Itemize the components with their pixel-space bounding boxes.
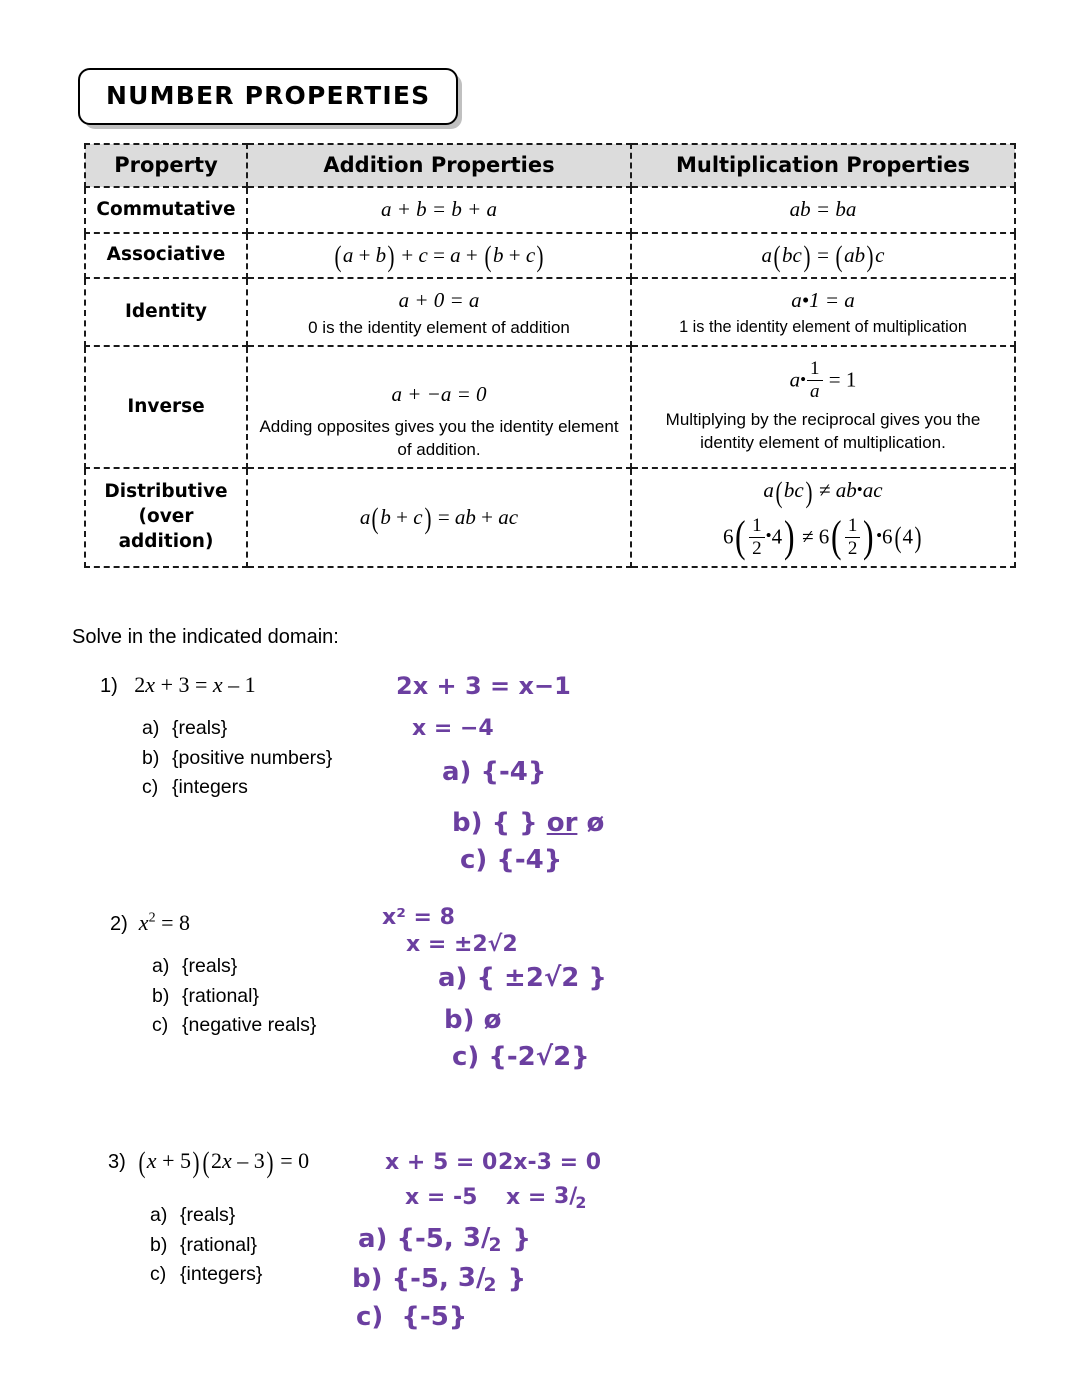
addition-formula: a + 0 = a xyxy=(398,288,480,312)
multiplication-formula: a(bc) ≠ ab•ac xyxy=(763,475,883,509)
multiplication-note: 1 is the identity element of multiplication xyxy=(679,317,967,336)
empty-set-symbol: ø xyxy=(483,1005,502,1035)
property-name: Associative xyxy=(85,233,247,279)
choice-text: {rational} xyxy=(182,984,259,1007)
choice-text: {reals} xyxy=(180,1203,236,1226)
column-header-addition: Addition Properties xyxy=(247,144,631,187)
table-header-row xyxy=(85,144,1015,187)
choice-row: a) {reals} xyxy=(142,717,228,739)
problem-1 xyxy=(100,672,332,803)
choice-row: c) {integers} xyxy=(150,1263,263,1286)
multiplication-formula: a•1 = a xyxy=(791,288,855,313)
handwritten-p1-line1: 2x + 3 = x−1 xyxy=(396,672,571,700)
choice-row: a) {reals} xyxy=(152,955,238,977)
property-name: Commutative xyxy=(85,187,247,233)
choice-text: {rational} xyxy=(180,1233,257,1256)
number-properties-table xyxy=(84,143,1016,568)
choice-text: {negative reals} xyxy=(182,1014,317,1037)
multiplication-formula: a(bc) = (ab)c xyxy=(631,233,1015,279)
column-header-multiplication: Multiplication Properties xyxy=(631,144,1015,187)
table-row xyxy=(85,233,1015,279)
handwritten-p3-factor1-line1: x + 5 = 0 xyxy=(385,1150,498,1175)
table-row xyxy=(85,346,1015,468)
handwritten-p2-answer-b: b) ø xyxy=(444,1005,502,1035)
multiplication-note: Multiplying by the reciprocal gives you the identity element of multiplication. xyxy=(665,410,981,452)
addition-formula: a(b + c) = ab + ac xyxy=(247,468,631,566)
problem-2-choices xyxy=(152,952,316,1041)
handwritten-p3-answer-b: b) {-5, 3/2 } xyxy=(352,1263,527,1296)
multiplication-formula: ab = ba xyxy=(631,187,1015,233)
problem-3-choices xyxy=(150,1201,309,1290)
handwritten-p3-answer-c: c) {-5} xyxy=(356,1302,468,1332)
choice-text: {integers} xyxy=(180,1263,263,1286)
addition-note: Adding opposites gives you the identity element of addition. xyxy=(259,417,619,459)
choice-text: {reals} xyxy=(172,717,228,739)
multiplication-example: 6( $\frac{1}{2}$ •4) ≠ 6( $\frac{1}{2}$ ) •6(4) xyxy=(722,512,922,562)
problem-2 xyxy=(110,910,316,1041)
choice-row: b) {rational} xyxy=(150,1233,257,1256)
empty-set-symbol: ø xyxy=(586,808,605,838)
multiplication-formula: a• $\frac{1}{a}$ = 1 xyxy=(789,358,857,403)
problem-3 xyxy=(108,1145,310,1290)
addition-formula: (a + b) + c = a + (b + c) xyxy=(247,233,631,279)
choice-row: a) {reals} xyxy=(150,1203,236,1226)
or-connector: or xyxy=(546,808,578,838)
choice-text: {reals} xyxy=(182,955,238,977)
table-row xyxy=(85,278,1015,346)
problem-1-equation: 1) 2x + 3 = x – 1 xyxy=(100,672,256,697)
choice-text: {positive numbers} xyxy=(172,746,333,769)
multiplication-cell xyxy=(631,278,1015,346)
property-name: Identity xyxy=(85,278,247,346)
addition-formula: a + −a = 0 xyxy=(391,381,487,406)
problem-3-equation: 3) (x + 5) (2x – 3) = 0 xyxy=(108,1145,310,1179)
problem-2-equation: 2) $x^2 = 8$ xyxy=(110,910,190,935)
addition-cell xyxy=(247,278,631,346)
table-row xyxy=(85,187,1015,233)
page-title-badge xyxy=(78,68,458,125)
instructions-text: Solve in the indicated domain: xyxy=(72,626,339,648)
choice-row: c) {integers xyxy=(142,776,248,799)
property-name: Inverse xyxy=(85,346,247,468)
multiplication-cell xyxy=(631,346,1015,468)
handwritten-p2-answer-c: c) {-2√2} xyxy=(452,1042,590,1072)
property-name: Distributive (over addition) xyxy=(85,468,247,566)
problem-1-number: 1) xyxy=(100,675,118,697)
handwritten-p3-factor2-line1: 2x-3 = 0 xyxy=(498,1150,601,1175)
handwritten-p1-line2: x = −4 xyxy=(412,716,494,741)
addition-cell xyxy=(247,346,631,468)
handwritten-p1-answer-b: b) { } or ø xyxy=(452,808,605,838)
handwritten-p2-answer-a: a) { ±2√2 } xyxy=(438,963,607,993)
problem-3-number: 3) xyxy=(108,1151,126,1173)
page-title: NUMBER PROPERTIES xyxy=(106,81,431,110)
addition-note: 0 is the identity element of addition xyxy=(308,317,570,337)
choice-text: {integers xyxy=(172,776,248,799)
handwritten-p3-factor1-line2: x = -5 xyxy=(405,1185,478,1210)
addition-formula: a + b = b + a xyxy=(247,187,631,233)
handwritten-p3-factor2-line2: $x = 3/_2$ xyxy=(506,1184,587,1212)
table-row xyxy=(85,468,1015,566)
problem-2-number: 2) xyxy=(110,913,128,935)
choice-row: c) {negative reals} xyxy=(152,1014,317,1037)
handwritten-p1-answer-a: a) {-4} xyxy=(442,757,547,787)
multiplication-cell xyxy=(631,468,1015,566)
title-box xyxy=(78,68,458,125)
problem-1-choices xyxy=(142,714,332,803)
handwritten-p2-line2: x = ±2√2 xyxy=(406,932,518,957)
column-header-property: Property xyxy=(85,144,247,187)
handwritten-p1-answer-c: c) {-4} xyxy=(460,845,563,875)
handwritten-p3-answer-a: a) {-5, 3/2 } xyxy=(358,1223,532,1256)
choice-row: b) {positive numbers} xyxy=(142,746,333,769)
handwritten-p2-line1: x² = 8 xyxy=(382,905,455,930)
choice-row: b) {rational} xyxy=(152,984,259,1007)
